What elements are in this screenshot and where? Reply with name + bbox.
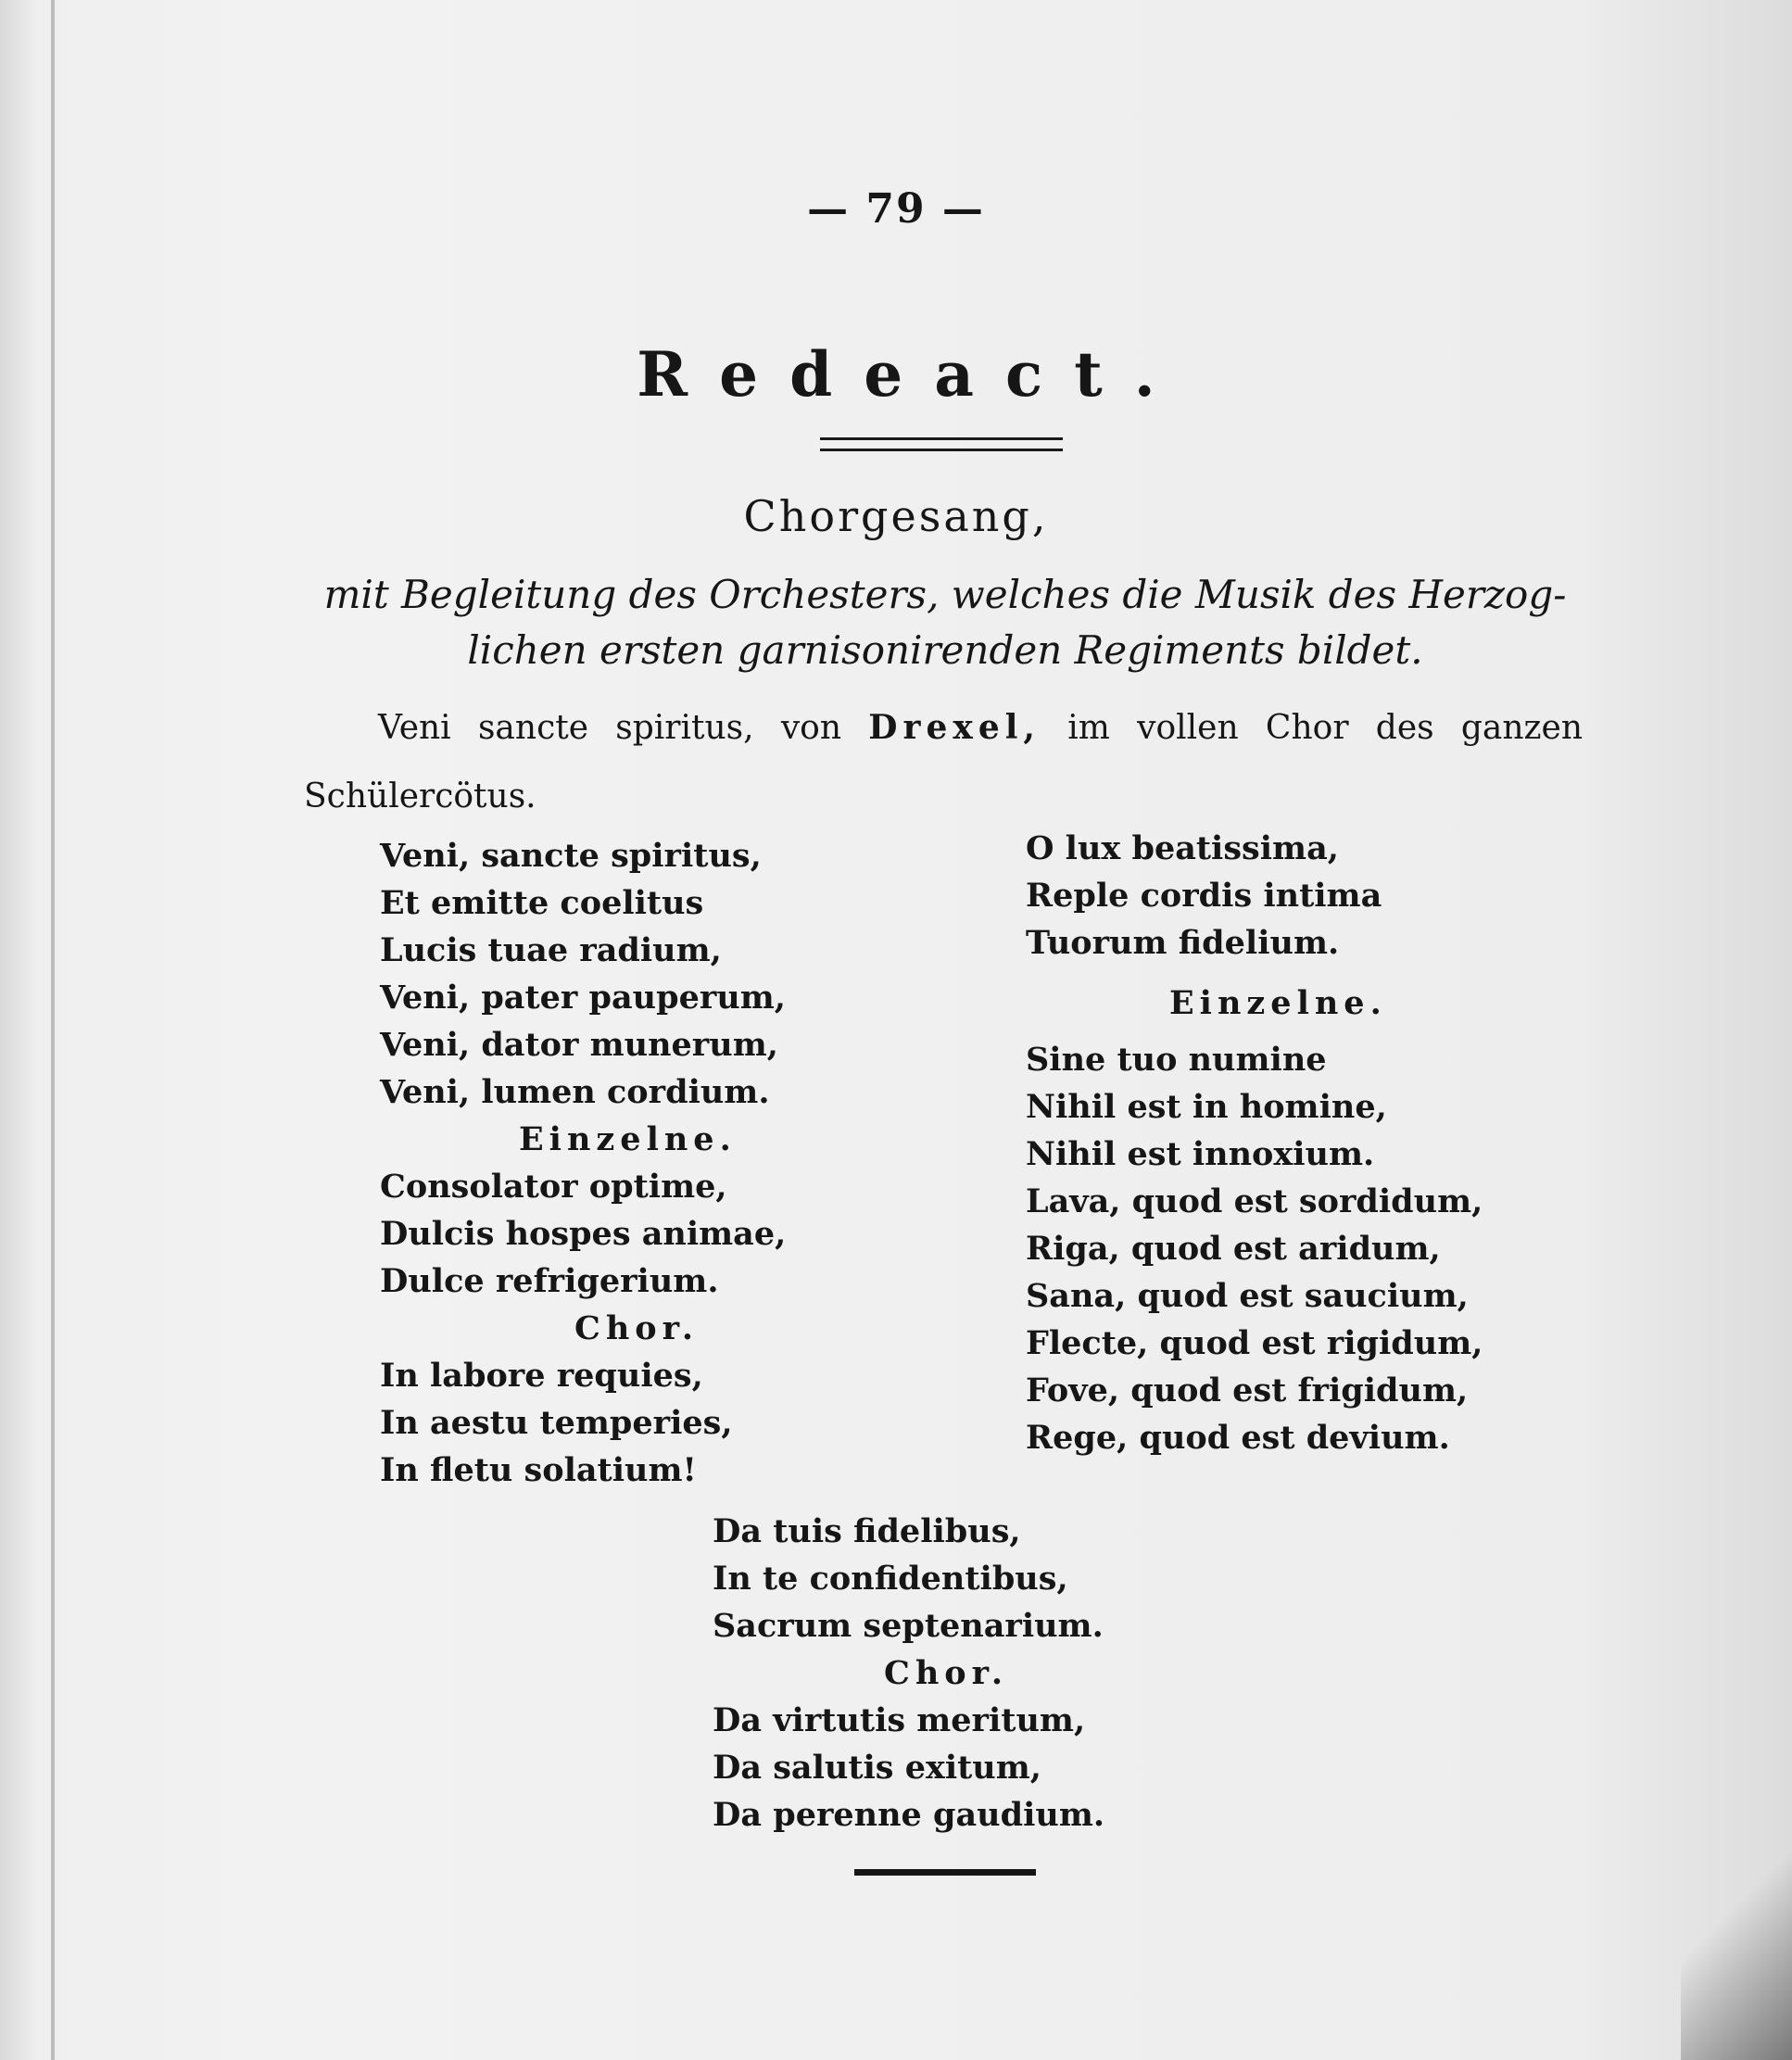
voice-label-einzelne: Einzelne. (1169, 984, 1387, 1022)
intro-text-after: im vollen Chor des ganzen Schülercötus. (304, 709, 1584, 815)
composer-name: Drexel, (868, 708, 1041, 747)
voice-label-chor: Chor. (574, 1309, 700, 1347)
verse-line: Veni, sancte spiritus, (380, 837, 762, 875)
verse-line: Fove, quod est frigidum, (1026, 1371, 1469, 1409)
verse-line: Veni, pater pauperum, (380, 979, 786, 1017)
verse-line: Lucis tuae radium, (380, 931, 722, 969)
verse-line: Dulcis hospes animae, (380, 1215, 787, 1253)
verse-line: Da perenne gaudium. (713, 1796, 1105, 1834)
page-number: — 79 — (807, 185, 985, 233)
intro-text-before: Veni sancte spiritus, von (378, 709, 842, 747)
intro-paragraph (304, 693, 1583, 831)
section-subheading (278, 567, 1612, 678)
verse-line: In fletu solatium! (380, 1451, 697, 1489)
verse-line: Flecte, quod est rigidum, (1026, 1324, 1483, 1362)
verse-line: Sine tuo numine (1026, 1041, 1327, 1079)
verse-line: Consolator optime, (380, 1168, 727, 1206)
verse-line: O lux beatissima, (1026, 829, 1339, 867)
title-double-rule (820, 437, 1063, 451)
verse-line: Sana, quod est saucium, (1026, 1277, 1469, 1315)
verse-line: Et emitte coelitus (380, 884, 704, 922)
page-corner-shadow (1681, 1819, 1792, 2060)
verse-column-right (1026, 825, 1483, 1461)
subheading-line-2: lichen ersten garnisonirenden Regiments bildet. (467, 627, 1423, 673)
verse-line: In te confidentibus, (713, 1560, 1068, 1598)
verse-line: Tuorum fidelium. (1026, 924, 1340, 962)
subheading-line-1: mit Begleitung des Orchesters, welches die Musik des Herzog- (323, 572, 1567, 617)
verse-column-center (713, 1508, 1104, 1839)
verse-line: Veni, lumen cordium. (380, 1073, 770, 1111)
verse-line: Sacrum septenarium. (713, 1607, 1104, 1645)
verse-line: Da virtutis meritum, (713, 1701, 1086, 1739)
page-fold-edge (51, 0, 55, 2060)
verse-line: Reple cordis intima (1026, 877, 1382, 915)
verse-line: In aestu temperies, (380, 1404, 733, 1442)
verse-line: Nihil est innoxium. (1026, 1135, 1375, 1173)
voice-label-chor: Chor. (884, 1654, 1009, 1692)
end-rule (854, 1869, 1036, 1876)
verse-line: Da tuis fidelibus, (713, 1512, 1021, 1550)
verse-line: Dulce refrigerium. (380, 1262, 719, 1300)
verse-line: Rege, quod est devium. (1026, 1419, 1450, 1457)
verse-line: Lava, quod est sordidum, (1026, 1182, 1483, 1220)
section-heading: Chorgesang, (743, 491, 1049, 541)
verse-line: Veni, dator munerum, (380, 1026, 778, 1064)
verse-line: Da salutis exitum, (713, 1749, 1041, 1787)
voice-label-einzelne: Einzelne. (519, 1120, 737, 1158)
verse-line: In labore requies, (380, 1357, 703, 1395)
verse-column-left (380, 832, 786, 1494)
verse-line: Riga, quod est aridum, (1026, 1230, 1441, 1268)
verse-line: Nihil est in homine, (1026, 1088, 1387, 1126)
page-title: Redeact. (637, 338, 1187, 411)
